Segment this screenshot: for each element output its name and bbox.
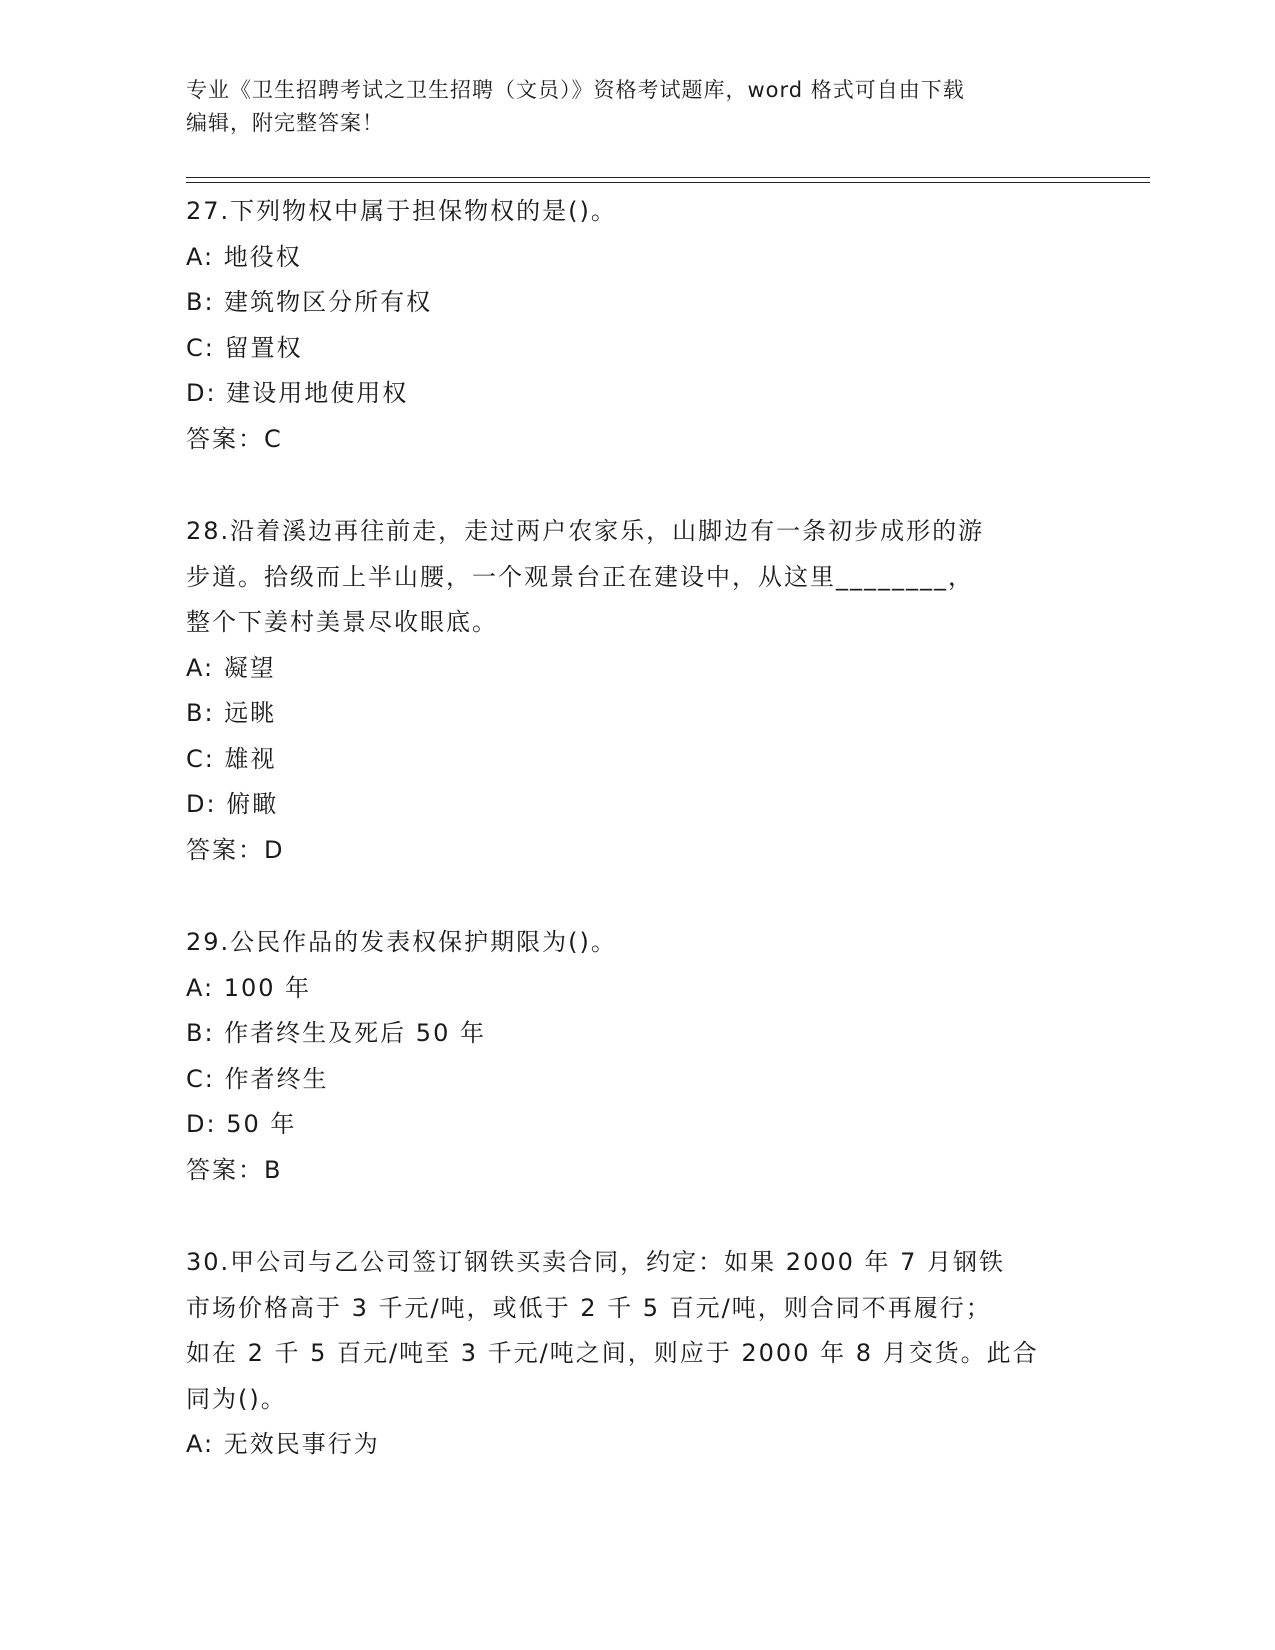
answer-line: 答案：D [186, 835, 285, 864]
option-c: C: 作者终生 [186, 1064, 329, 1093]
option-b: B: 建筑物区分所有权 [186, 288, 433, 316]
option-a: A: 无效民事行为 [186, 1430, 380, 1458]
question-list [186, 189, 1086, 1515]
question-28 [186, 509, 1086, 873]
stem-line: 29.公民作品的发表权保护期限为()。 [186, 928, 617, 956]
option-b: B: 远眺 [186, 699, 277, 727]
stem-line: 28.沿着溪边再往前走，走过两户农家乐，山脚边有一条初步成形的游 [186, 517, 985, 545]
question-stem [186, 189, 1086, 235]
option-d: D: 俯瞰 [186, 790, 279, 818]
question-29 [186, 920, 1086, 1193]
option-c: C: 雄视 [186, 744, 277, 773]
header-rule-top [186, 177, 1150, 178]
option-a: A: 凝望 [186, 653, 276, 682]
question-stem [186, 920, 1086, 966]
question-stem [186, 1240, 1086, 1422]
stem-line: 27.下列物权中属于担保物权的是()。 [186, 197, 617, 225]
answer-line: 答案：B [186, 1155, 283, 1184]
stem-line: 30.甲公司与乙公司签订钢铁买卖合同，约定：如果 2000 年 7 月钢铁 [186, 1248, 1006, 1276]
header-line-1: 专业《卫生招聘考试之卫生招聘（文员）》资格考试题库，word 格式可自由下载 [186, 78, 965, 102]
option-a: A: 地役权 [186, 242, 302, 271]
answer-line: 答案：C [186, 424, 283, 453]
stem-line: 同为()。 [186, 1384, 287, 1413]
stem-line: 市场价格高于 3 千元/吨，或低于 2 千 5 百元/吨，则合同不再履行； [186, 1293, 992, 1322]
document-header [186, 74, 1066, 140]
option-d: D: 建设用地使用权 [186, 379, 409, 407]
stem-line: 整个下姜村美景尽收眼底。 [186, 608, 498, 636]
question-stem [186, 509, 1086, 646]
question-30 [186, 1240, 1086, 1468]
question-27 [186, 189, 1086, 462]
option-c: C: 留置权 [186, 333, 303, 362]
option-d: D: 50 年 [186, 1110, 297, 1138]
option-a: A: 100 年 [186, 973, 312, 1002]
option-b: B: 作者终生及死后 50 年 [186, 1019, 486, 1047]
header-line-2: 编辑，附完整答案！ [186, 111, 384, 135]
stem-line: 如在 2 千 5 百元/吨至 3 千元/吨之间，则应于 2000 年 8 月交货。此合 [186, 1339, 1039, 1367]
header-rule-bottom [186, 182, 1150, 183]
stem-line: 步道。拾级而上半山腰，一个观景台正在建设中，从这里________， [186, 562, 974, 591]
